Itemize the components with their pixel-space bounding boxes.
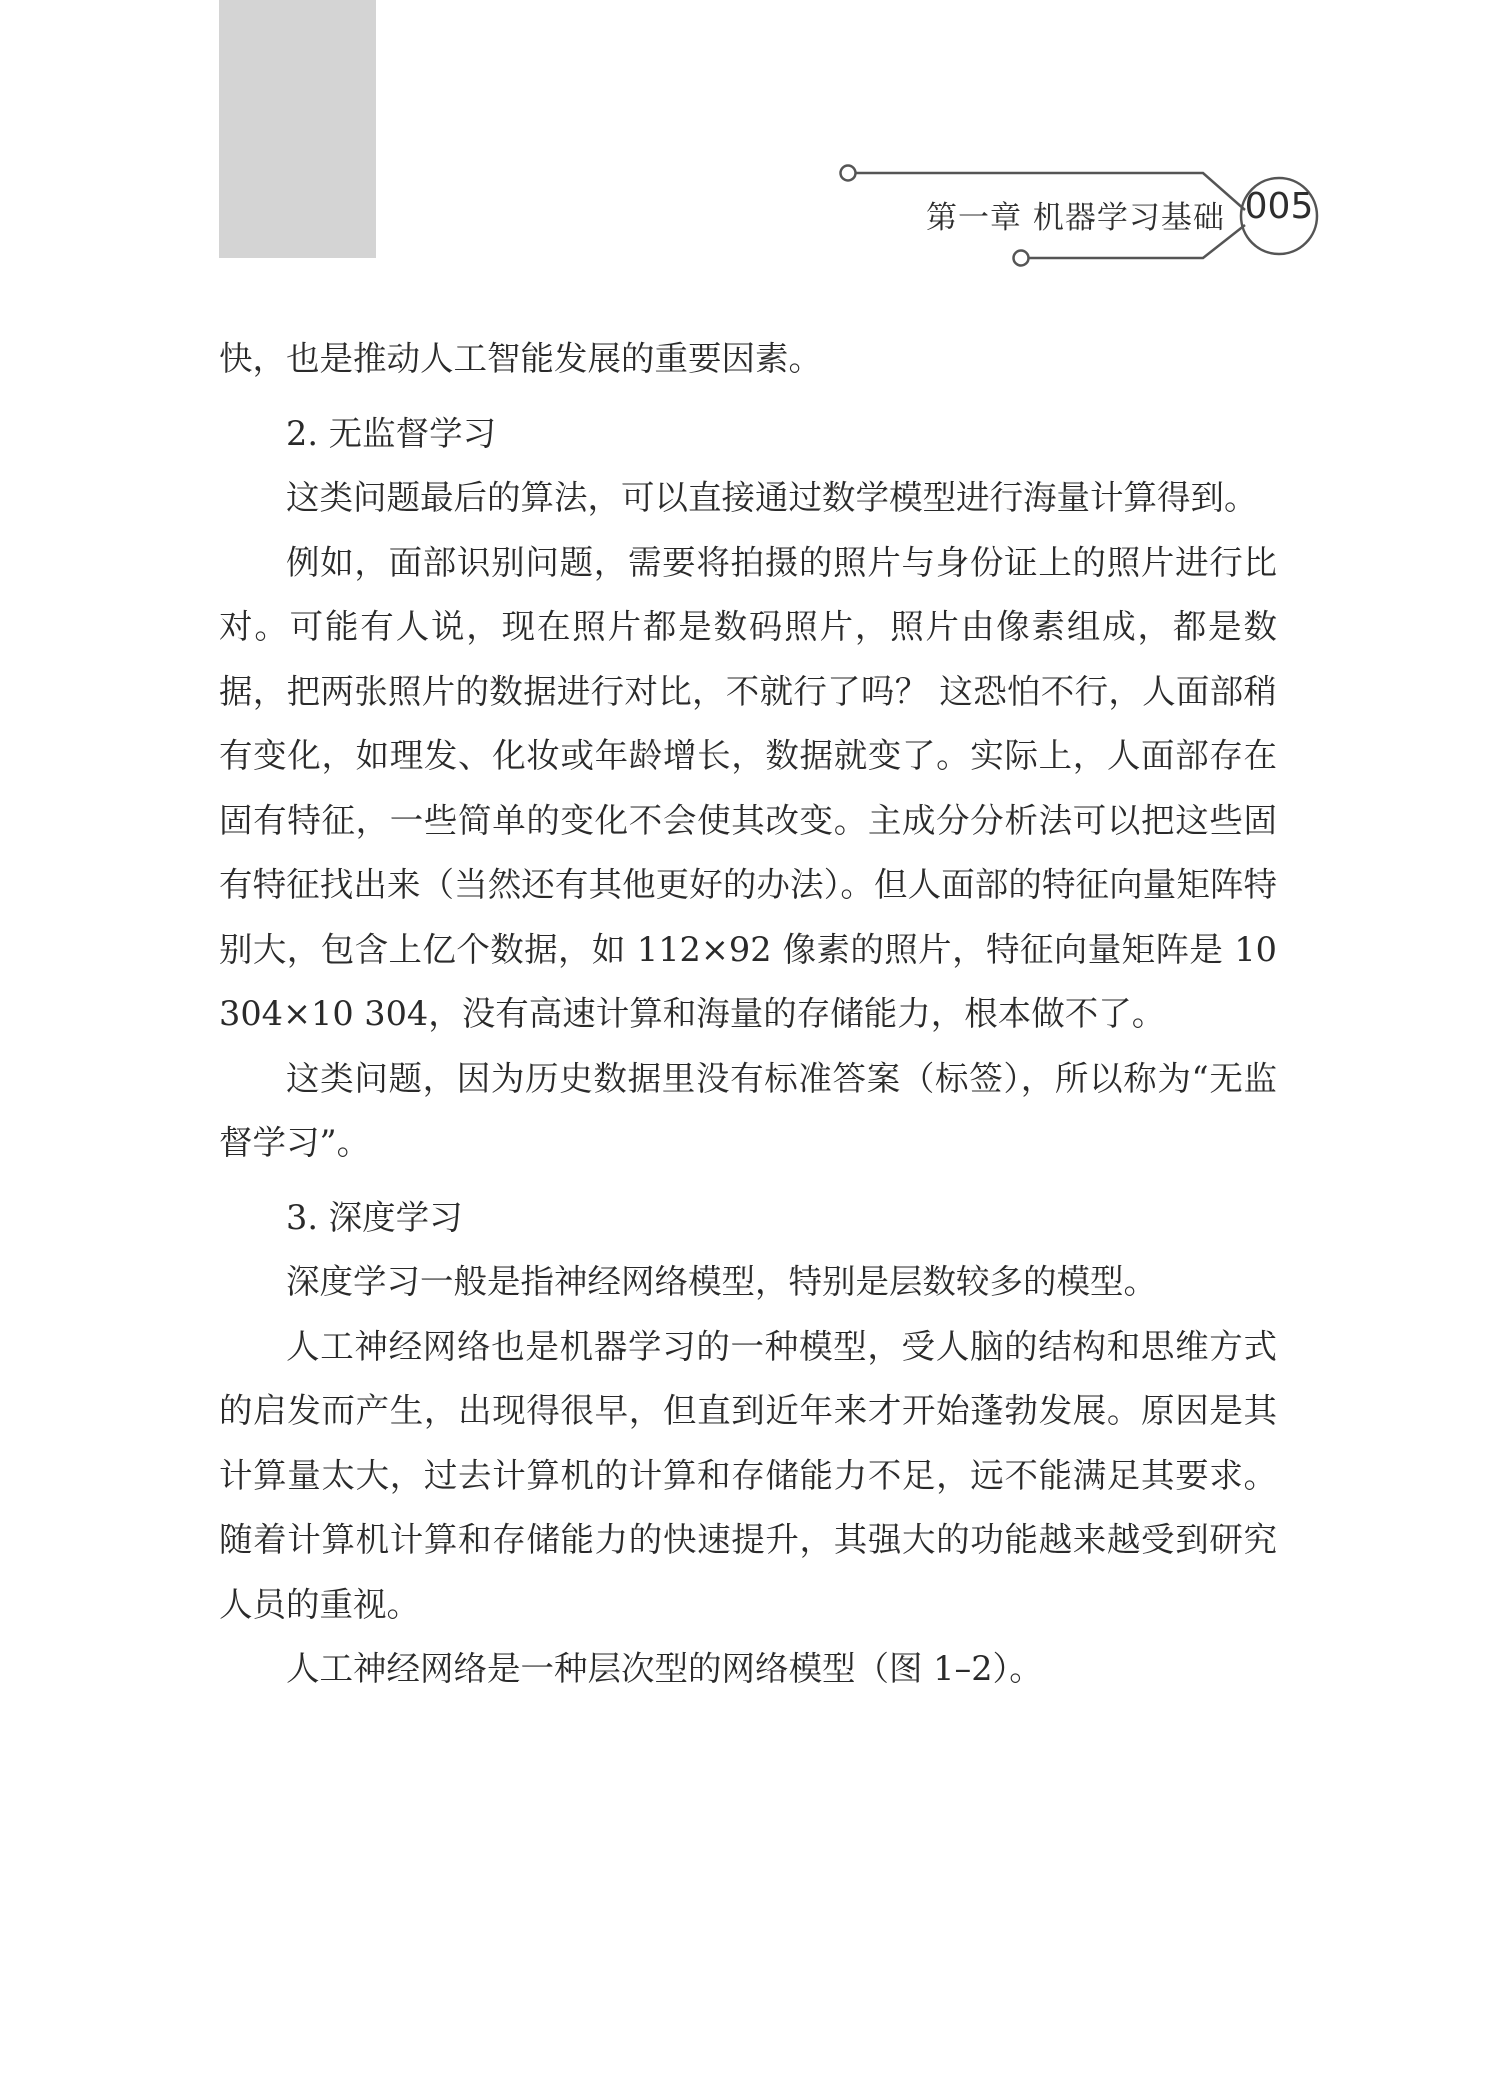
chapter-title: 第一章 机器学习基础 — [926, 200, 1225, 236]
top-left-node-icon — [841, 166, 856, 181]
paragraph-deep-learning-intro: 深度学习一般是指神经网络模型，特别是层数较多的模型。 — [286, 1262, 1157, 1301]
header-circuit-graphic — [0, 0, 1504, 300]
body-text — [219, 327, 1277, 1702]
paragraph-face-recognition: 例如，面部识别问题，需要将拍摄的照片与身份证上的照片进行比对。可能有人说，现在照片都是数码照片，照片由像素组成，都是数据，把两张照片的数据进行对比，不就行了吗？ 这恐怕不行，人面部稍有变化，如理发、化妆或年龄增长，数据就变了。实际上，人面部存在固有特征，一些简单的变化不会使其改变。主成分分析法可以把这些固有特征找出来（当然还有其他更好的办法）。但人面部的特征向量矩阵特别大，包含上亿个数据，如 112×92 像素的照片，特征向量矩阵是 10 304×10 304，没有高速计算和海量的存储能力，根本做不了。 — [219, 542, 1277, 1033]
section-heading-unsupervised: 2. 无监督学习 — [286, 413, 497, 453]
section-heading-deep-learning: 3. 深度学习 — [286, 1197, 463, 1237]
paragraph-continuation: 快，也是推动人工智能发展的重要因素。 — [219, 339, 822, 378]
bottom-left-node-icon — [1014, 251, 1029, 266]
paragraph-unsupervised-intro: 这类问题最后的算法，可以直接通过数学模型进行海量计算得到。 — [286, 478, 1258, 517]
page-number: 005 — [1244, 186, 1314, 227]
paragraph-neural-network-model: 人工神经网络是一种层次型的网络模型（图 1–2）。 — [286, 1649, 1043, 1688]
paragraph-unsupervised-definition: 这类问题，因为历史数据里没有标准答案（标签），所以称为“无监督学习”。 — [219, 1058, 1277, 1162]
paragraph-neural-network-history: 人工神经网络也是机器学习的一种模型，受人脑的结构和思维方式的启发而产生，出现得很早，但直到近年来才开始蓬勃发展。原因是其计算量太大，过去计算机的计算和存储能力不足，远不能满足其要求。随着计算机计算和存储能力的快速提升，其强大的功能越来越受到研究人员的重视。 — [219, 1326, 1277, 1624]
